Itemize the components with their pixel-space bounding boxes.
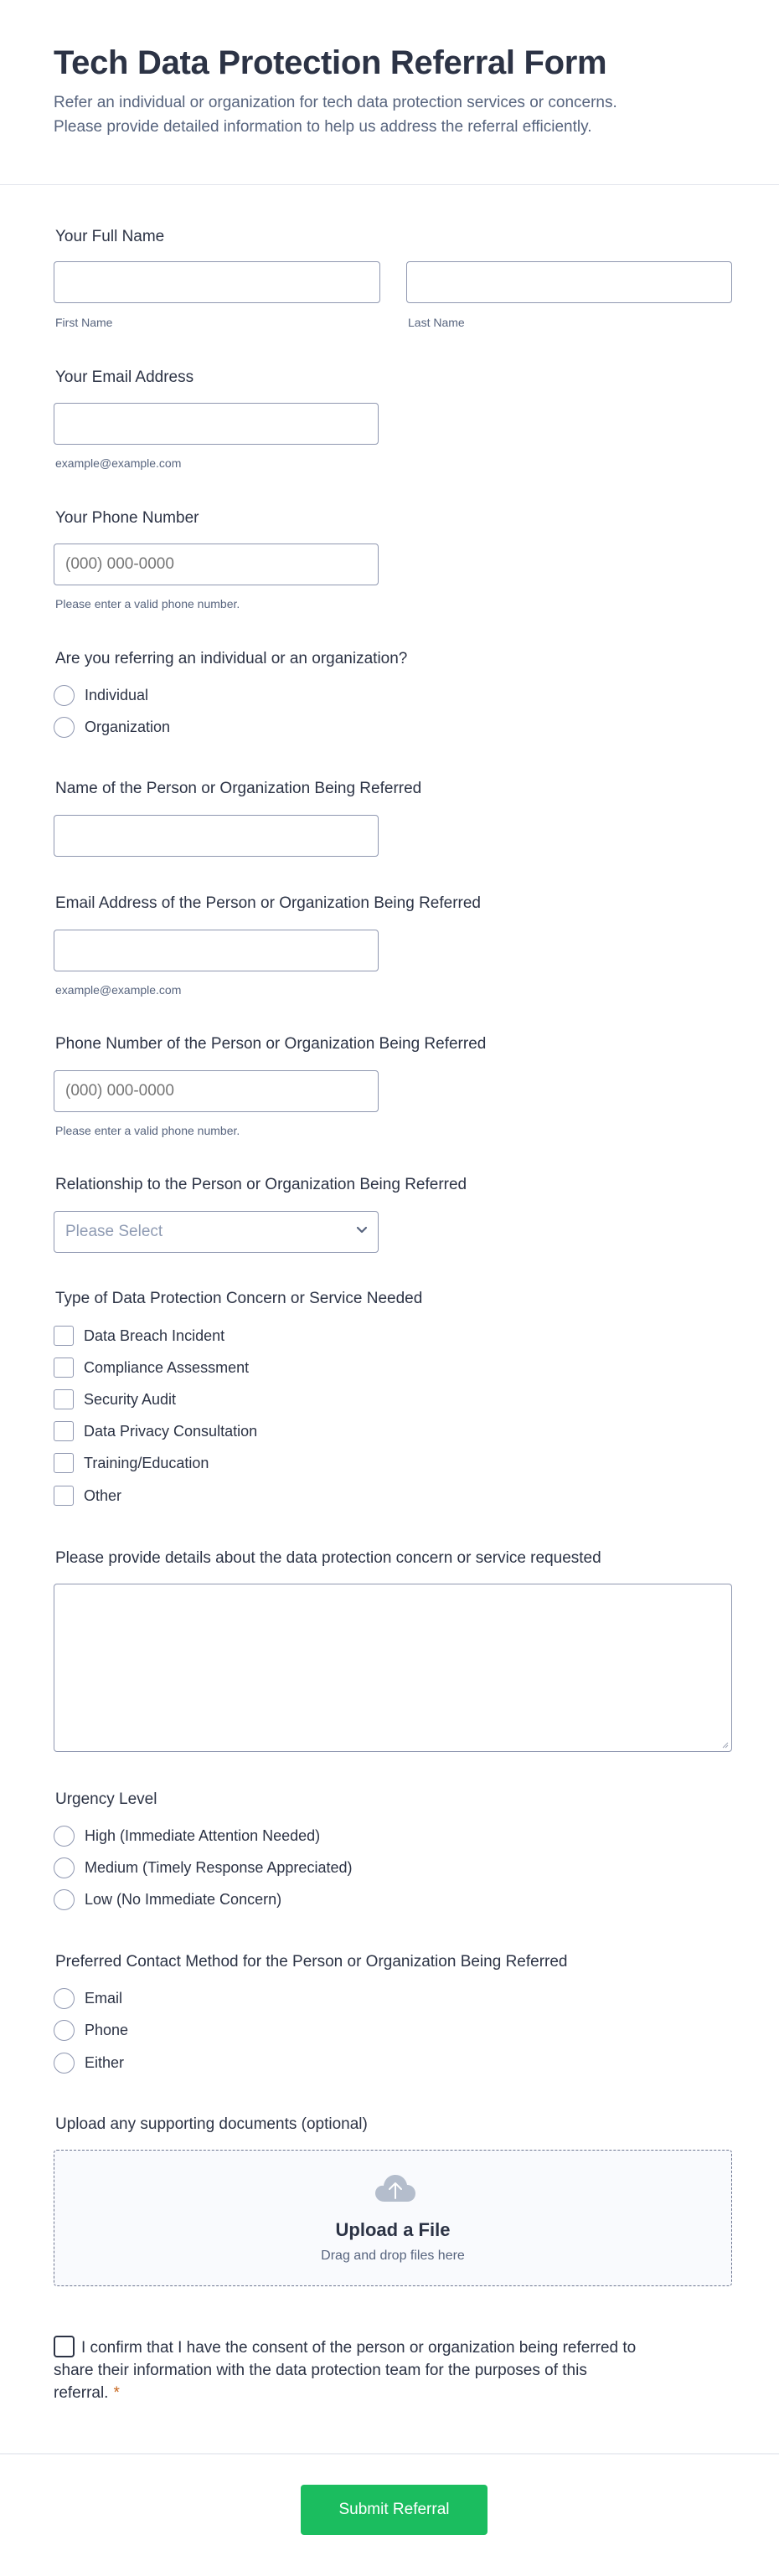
file-upload-dropzone[interactable] — [54, 2150, 732, 2286]
consent-field — [54, 2336, 640, 2404]
resize-handle-icon[interactable] — [720, 1740, 729, 1749]
checkbox[interactable] — [54, 1389, 74, 1409]
chevron-down-icon — [356, 1226, 368, 1234]
checkbox-option-compliance[interactable] — [54, 1356, 249, 1379]
checkbox[interactable] — [54, 1486, 74, 1506]
radio-button[interactable] — [54, 1826, 75, 1847]
checkbox[interactable] — [54, 1421, 74, 1441]
radio-label: Organization — [85, 718, 171, 735]
checkbox-option-other[interactable] — [54, 1484, 121, 1507]
upload-title: Upload a File — [335, 2219, 451, 2240]
last-name-input[interactable] — [406, 261, 732, 303]
checkbox-label: Training/Education — [84, 1454, 209, 1471]
radio-label: Either — [85, 2053, 125, 2071]
checkbox-option-privacy[interactable] — [54, 1419, 257, 1443]
email-hint: example@example.com — [55, 456, 182, 470]
cloud-upload-icon — [374, 2173, 416, 2203]
phone-hint: Please enter a valid phone number. — [55, 597, 240, 611]
phone-input[interactable] — [54, 544, 379, 585]
checkbox-label: Security Audit — [84, 1390, 177, 1408]
subtitle-line-2: Please provide detailed information to help us address the referral efficiently. — [54, 118, 592, 136]
referred-email-input[interactable] — [54, 930, 379, 971]
details-textarea[interactable] — [54, 1584, 732, 1752]
radio-button[interactable] — [54, 1857, 75, 1878]
radio-option-organization[interactable] — [54, 715, 170, 739]
relationship-label: Relationship to the Person or Organization Being Referred — [55, 1176, 467, 1193]
page-title: Tech Data Protection Referral Form — [54, 44, 607, 81]
radio-label: Medium (Timely Response Appreciated) — [85, 1858, 353, 1876]
first-name-sublabel: First Name — [55, 316, 113, 329]
checkbox[interactable] — [54, 1358, 74, 1378]
submit-referral-button[interactable]: Submit Referral — [301, 2485, 488, 2535]
radio-label: Phone — [85, 2021, 129, 2038]
radio-label: Email — [85, 1989, 123, 2007]
last-name-sublabel: Last Name — [408, 316, 465, 329]
consent-text: I confirm that I have the consent of the person or organization being referred to share their information with the data protection team for the purposes of this referral. — [54, 2339, 637, 2402]
checkbox-option-data-breach[interactable] — [54, 1324, 224, 1347]
relationship-selected-value: Please Select — [65, 1223, 163, 1240]
referred-name-label: Name of the Person or Organization Being Referred — [55, 780, 422, 797]
radio-button[interactable] — [54, 1889, 75, 1910]
radio-option-high[interactable] — [54, 1824, 320, 1847]
radio-option-phone[interactable] — [54, 2018, 128, 2042]
radio-option-medium[interactable] — [54, 1856, 352, 1879]
page-subtitle — [54, 90, 740, 139]
upload-subtitle: Drag and drop files here — [321, 2249, 465, 2263]
referred-email-hint: example@example.com — [55, 983, 182, 997]
checkbox[interactable] — [54, 1453, 74, 1473]
referred-name-input[interactable] — [54, 815, 379, 857]
first-name-input[interactable] — [54, 261, 380, 303]
radio-button[interactable] — [54, 2053, 75, 2074]
required-asterisk: * — [113, 2384, 120, 2402]
referred-phone-hint: Please enter a valid phone number. — [55, 1124, 240, 1137]
radio-button[interactable] — [54, 685, 75, 706]
checkbox-label: Data Breach Incident — [84, 1327, 225, 1344]
radio-label: Low (No Immediate Concern) — [85, 1890, 282, 1908]
checkbox-label: Compliance Assessment — [84, 1358, 250, 1376]
radio-option-either[interactable] — [54, 2051, 124, 2074]
checkbox[interactable] — [54, 1326, 74, 1346]
referral-type-label: Are you referring an individual or an organization? — [55, 650, 408, 667]
radio-button[interactable] — [54, 2020, 75, 2041]
radio-option-email[interactable] — [54, 1986, 122, 2010]
relationship-select[interactable] — [54, 1211, 379, 1253]
email-label: Your Email Address — [55, 368, 194, 386]
upload-label: Upload any supporting documents (optional) — [55, 2115, 368, 2133]
concern-type-label: Type of Data Protection Concern or Service Needed — [55, 1290, 423, 1307]
urgency-label: Urgency Level — [55, 1790, 157, 1808]
subtitle-line-1: Refer an individual or organization for tech data protection services or concerns. — [54, 94, 617, 111]
consent-checkbox[interactable] — [54, 2336, 75, 2357]
details-label: Please provide details about the data protection concern or service requested — [55, 1549, 601, 1567]
referred-phone-label: Phone Number of the Person or Organization Being Referred — [55, 1035, 487, 1053]
referred-phone-input[interactable] — [54, 1070, 379, 1112]
radio-option-individual[interactable] — [54, 683, 148, 707]
checkbox-option-security-audit[interactable] — [54, 1388, 176, 1411]
email-input[interactable] — [54, 403, 379, 445]
radio-label: High (Immediate Attention Needed) — [85, 1826, 321, 1844]
footer-divider — [0, 2453, 779, 2455]
full-name-label: Your Full Name — [55, 228, 165, 245]
radio-option-low[interactable] — [54, 1888, 281, 1911]
phone-label: Your Phone Number — [55, 509, 199, 527]
radio-label: Individual — [85, 686, 149, 703]
radio-button[interactable] — [54, 717, 75, 738]
contact-method-label: Preferred Contact Method for the Person or Organization Being Referred — [55, 1953, 568, 1971]
checkbox-label: Data Privacy Consultation — [84, 1422, 258, 1440]
referred-email-label: Email Address of the Person or Organization Being Referred — [55, 894, 481, 912]
checkbox-label: Other — [84, 1486, 122, 1504]
radio-button[interactable] — [54, 1988, 75, 2009]
form-header — [0, 0, 779, 185]
checkbox-option-training[interactable] — [54, 1451, 209, 1475]
